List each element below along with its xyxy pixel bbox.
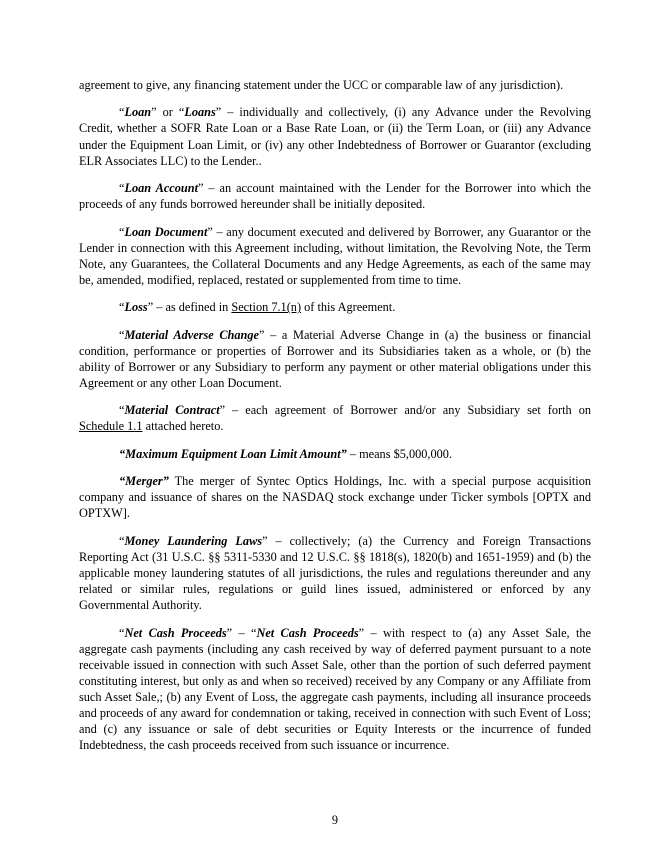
defined-term: Loans [184,105,216,120]
definition-money-laundering-laws [79,533,591,613]
definition-text: ” – any document executed and delivered by Borrower, any Guarantor or the Lender in connection with this Agreement including, without limitation, the Revolving Note, the Term Note, any Guarantees, the Collateral Documents and any Hedge Agreements, as each of the same may be, amended, modified, replaced, restated or supplemented from time to time. [79,224,592,287]
definition-net-cash-proceeds [79,625,591,754]
defined-term: Net Cash Proceeds [124,625,227,640]
definition-text: ” – a Material Adverse Change in (a) the business or financial condition, performance or properties of Borrower and its Subsidiaries taken as a whole, or (b) the ability of Borrower or any Subsidiary to perform any payment or other material obligations under this Agreement or any other Loan Document. [79,327,591,390]
open-quote: “ [119,300,125,315]
schedule-reference: Schedule 1.1 [79,419,143,434]
definition-loan [79,104,591,168]
definition-text: – means $5,000,000. [346,446,452,461]
definition-text: The merger of Syntec Optics Holdings, Inc. with a special purpose acquisition company and issuance of shares on the NASDAQ stock exchange under Ticker symbols [OPTX and OPTXW]. [79,474,591,521]
term-connector: ” – “ [226,625,257,640]
defined-term: “Maximum Equipment Loan Limit Amount” [119,446,347,461]
definition-text: ” – collectively; (a) the Currency and Foreign Transactions Reporting Act (31 U.S.C. §§ 5311-5330 and 12 U.S.C. §§ 1818(s), 1820(b) and 1651-1959) and (b) the applicable money laundering statutes of all jurisdictions, the rules and regulations thereunder and any related or similar rules, regulations or guild lines issued, administered or enforced by any Governmental Authority. [79,533,591,613]
open-quote: “ [119,224,125,239]
defined-term: Money Laundering Laws [124,533,263,548]
defined-term: Loan [124,105,152,120]
definition-text: attached hereto. [142,419,224,434]
definition-loan-document [79,224,591,288]
defined-term: Loan Account [124,181,198,196]
page-number: 9 [331,813,339,827]
definition-text: of this Agreement. [301,300,396,315]
defined-term: Loan Document [124,224,208,239]
open-quote: “ [119,105,125,120]
definition-loan-account [79,180,591,212]
definition-material-contract [79,402,591,434]
open-quote: “ [119,403,125,418]
defined-term: “Merger” [119,474,169,489]
open-quote: “ [119,327,125,342]
defined-term: Net Cash Proceeds [256,625,359,640]
definition-loss [79,299,591,315]
open-quote: “ [119,625,125,640]
definition-text: ” – as defined in [147,300,232,315]
definition-merger [79,473,591,521]
definition-material-adverse-change [79,327,591,391]
section-reference: Section 7.1(n) [231,300,302,315]
definition-text: ” – individually and collectively, (i) any Advance under the Revolving Credit, whether a SOFR Rate Loan or a Base Rate Loan, or (ii) the Term Loan, or (iii) any Advance under the Equipment Loan Limit, or (iv) any other Indebtedness of Borrower or Guarantor (excluding ELR Associates LLC) to the Lender.. [79,105,592,168]
definition-max-equipment-loan-limit [79,446,591,462]
definition-text: ” – each agreement of Borrower and/or any Subsidiary set forth on [219,403,592,418]
paragraph-text: agreement to give, any financing statement under the UCC or comparable law of any jurisdiction). [79,78,564,92]
defined-term: Loss [124,300,148,315]
term-connector: ” or “ [151,105,185,120]
open-quote: “ [119,533,125,548]
paragraph-continuation [79,77,591,93]
definition-text: ” – an account maintained with the Lender for the Borrower into which the proceeds of any funds borrowed hereunder shall be initially deposited. [79,181,591,212]
document-page [79,77,591,765]
defined-term: Material Adverse Change [124,327,259,342]
definition-text: ” – with respect to (a) any Asset Sale, the aggregate cash payments (including any cash received by way of deferred payment pursuant to a note receivable issued in connection with such Asset Sale, other than the portion of such deferred payment constituting interest, but only as and when so received) received by any Company or any Affiliate from such Asset Sale,; (b) any Event of Loss, the aggregate cash payments, including all insurance proceeds and proceeds of any award for condemnation or taking, received in connection with such Event of Loss; and (c) any issuance or sale of debt securities or Equity Interests or the incurrence of funded Indebtedness, the cash proceeds received from such issuance or incurrence. [79,625,592,753]
defined-term: Material Contract [124,403,220,418]
open-quote: “ [119,181,125,196]
